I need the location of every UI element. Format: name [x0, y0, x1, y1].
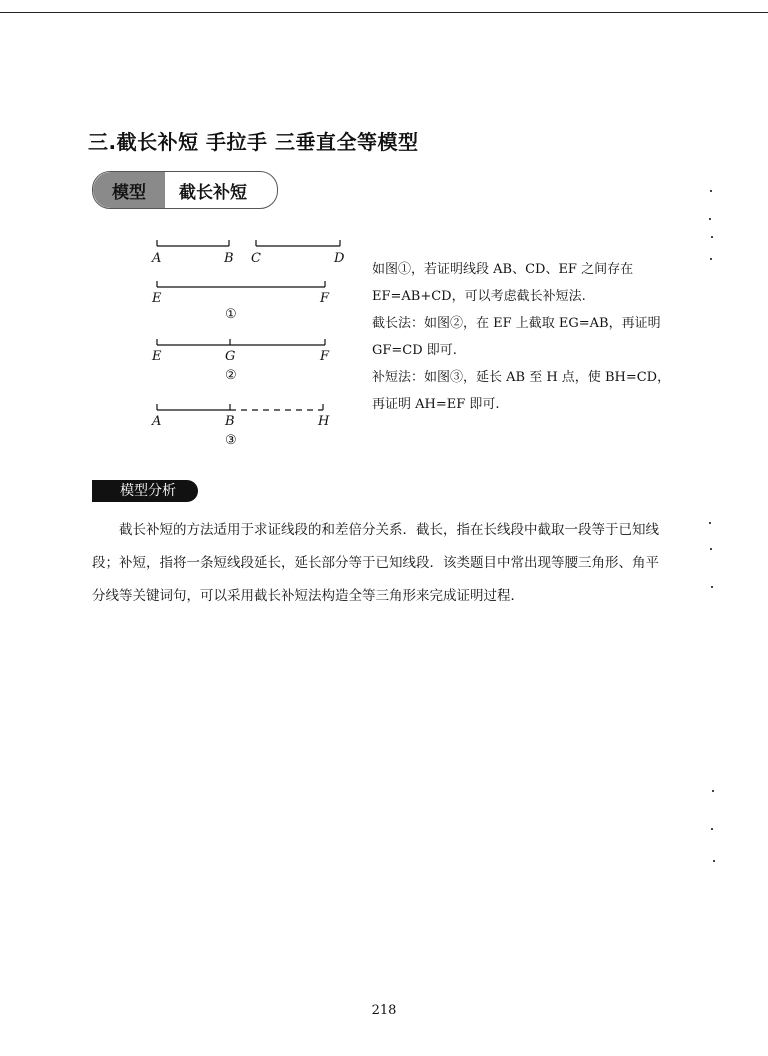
scan-speck	[711, 236, 713, 238]
label-f: F	[320, 291, 330, 306]
analysis-tag: 模型分析	[92, 480, 198, 502]
description-line: 再证明 AH=EF 即可.	[372, 397, 500, 412]
label-g: G	[225, 349, 236, 364]
figure-number-3: ③	[225, 433, 237, 448]
label-a-3: A	[152, 414, 162, 429]
scan-speck	[709, 522, 711, 524]
model-tag	[92, 171, 278, 209]
scan-speck	[711, 828, 713, 830]
analysis-paragraph: 截长补短的方法适用于求证线段的和差倍分关系．截长，指在长线段中截取一段等于已知线段；补短，指将一条短线段延长，延长部分等于已知线段．该类题目中常出现等腰三角形、角平分线等关键词句，可以采用截长补短法构造全等三角形来完成证明过程．	[92, 522, 659, 604]
scan-speck	[709, 218, 711, 220]
section-title: 三.截长补短 手拉手 三垂直全等模型	[88, 130, 419, 154]
description-line: EF=AB+CD，可以考虑截长补短法.	[372, 289, 586, 304]
figure-number-2: ②	[225, 368, 237, 383]
label-b-3: B	[225, 414, 235, 429]
label-h: H	[318, 414, 330, 429]
label-a: A	[152, 251, 162, 266]
scan-speck	[710, 190, 712, 192]
segment-figure	[140, 228, 360, 458]
scan-speck	[710, 548, 712, 550]
label-e-2: E	[152, 349, 162, 364]
model-tag-label: 模型	[93, 172, 165, 208]
model-description	[372, 256, 692, 418]
label-d: D	[334, 251, 345, 266]
description-line: 截长法：如图②，在 EF 上截取 EG=AB，再证明	[372, 316, 661, 331]
label-b: B	[224, 251, 234, 266]
figure-number-1: ①	[225, 307, 237, 322]
scan-speck	[713, 860, 715, 862]
label-c: C	[251, 251, 261, 266]
page-number: 218	[371, 1003, 397, 1018]
top-rule	[0, 12, 768, 13]
label-e: E	[152, 291, 162, 306]
scan-speck	[711, 586, 713, 588]
description-line: GF=CD 即可.	[372, 343, 457, 358]
description-line: 如图①，若证明线段 AB、CD、EF 之间存在	[372, 262, 634, 277]
scan-speck	[710, 258, 712, 260]
model-tag-title: 截长补短	[179, 182, 247, 203]
label-f-2: F	[320, 349, 330, 364]
description-line: 补短法：如图③，延长 AB 至 H 点，使 BH=CD，	[372, 370, 671, 385]
scan-speck	[712, 790, 714, 792]
